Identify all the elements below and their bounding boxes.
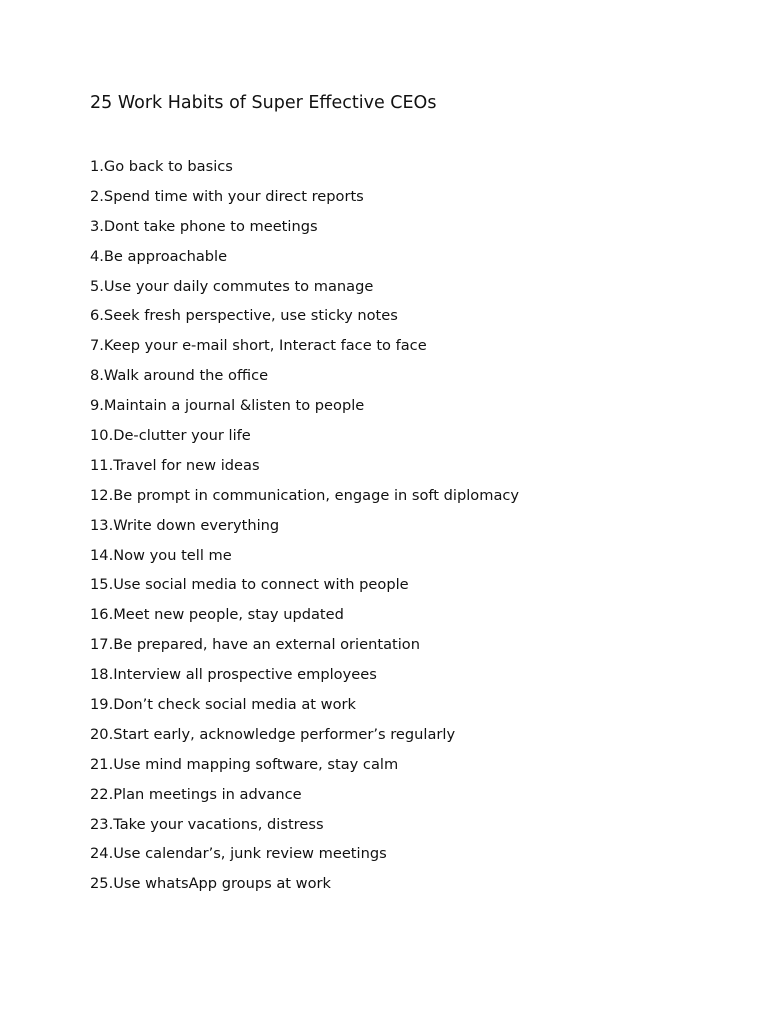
list-item: 17.Be prepared, have an external orientation <box>90 636 420 654</box>
list-item: 20.Start early, acknowledge performer’s regularly <box>90 725 456 743</box>
list-item: 9.Maintain a journal &listen to people <box>90 397 365 415</box>
habit-list <box>90 155 519 902</box>
document-title: 25 Work Habits of Super Effective CEOs <box>90 93 437 113</box>
list-item: 3.Dont take phone to meetings <box>90 217 318 235</box>
list-item: 5.Use your daily commutes to manage <box>90 277 374 295</box>
list-item: 8.Walk around the office <box>90 367 269 385</box>
list-item: 23.Take your vacations, distress <box>90 815 324 833</box>
list-item: 15.Use social media to connect with people <box>90 576 409 594</box>
list-item: 21.Use mind mapping software, stay calm <box>90 755 399 773</box>
list-item: 10.De-clutter your life <box>90 427 251 445</box>
list-item: 11.Travel for new ideas <box>90 456 260 474</box>
list-item: 16.Meet new people, stay updated <box>90 606 344 624</box>
list-item: 6.Seek fresh perspective, use sticky notes <box>90 307 398 325</box>
list-item: 18.Interview all prospective employees <box>90 666 377 684</box>
list-item: 12.Be prompt in communication, engage in soft diplomacy <box>90 486 520 504</box>
list-item: 24.Use calendar’s, junk review meetings <box>90 845 387 863</box>
list-item: 14.Now you tell me <box>90 546 232 564</box>
list-item: 4.Be approachable <box>90 247 228 265</box>
list-item: 2.Spend time with your direct reports <box>90 187 364 205</box>
list-item: 7.Keep your e-mail short, Interact face to face <box>90 337 427 355</box>
list-item: 19.Don’t check social media at work <box>90 696 356 714</box>
list-item: 25.Use whatsApp groups at work <box>90 875 331 893</box>
list-item: 22.Plan meetings in advance <box>90 785 302 803</box>
list-item: 13.Write down everything <box>90 516 280 534</box>
list-item: 1.Go back to basics <box>90 158 233 175</box>
